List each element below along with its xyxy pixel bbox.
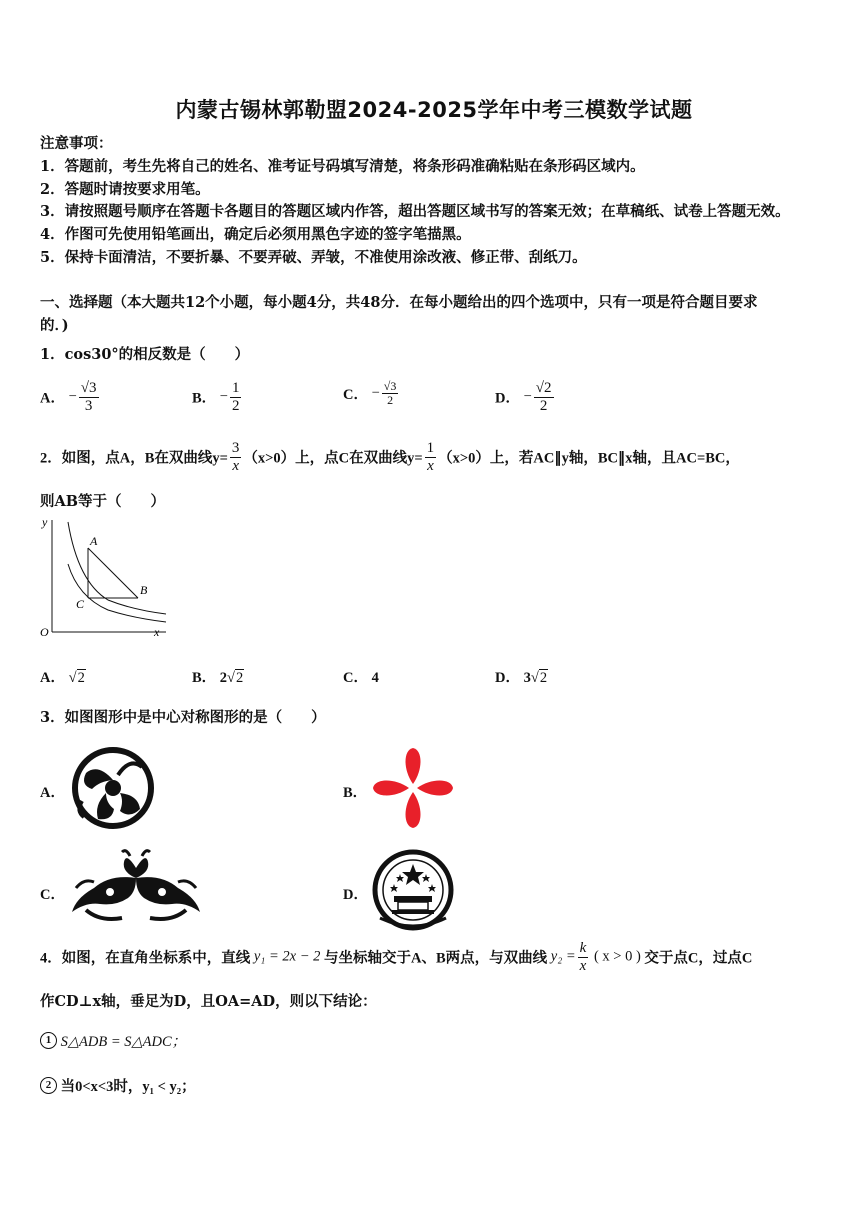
q1-option-b: B． − $\frac{1}{2}$ — [192, 380, 240, 414]
q1-b-num: 1 — [231, 380, 240, 396]
q4-frac-num: k — [579, 940, 587, 956]
q4-conclusion-2-text: 当0<x<3时，y₁ < y₂； — [60, 1079, 196, 1095]
q1-b-den: 2 — [231, 397, 240, 414]
notice-item-5: 5．保持卡面清洁，不要折暴、不要弄破、弄皱，不准使用涂改液、修正带、刮纸刀。 — [40, 249, 587, 266]
q1-option-c: C． − $\frac{√3}{2}$ — [343, 379, 397, 408]
q2-a-value: 2 — [77, 670, 85, 686]
q4-text-part1: 4．如图，在直角坐标系中，直线 — [40, 950, 251, 967]
q4-text-part2: 与坐标轴交于A、B两点，与双曲线 — [323, 950, 548, 967]
q2-d-coef: 3 — [523, 670, 531, 686]
notice-item-2: 2．答题时请按要求用笔。 — [40, 181, 210, 198]
q3-c-label: C． — [40, 887, 65, 903]
q2-option-d: D． 3√2 — [495, 670, 548, 686]
q2-text-part1: 2．如图，点A，B在双曲线y= — [40, 450, 228, 467]
q1-c-num: √3 — [383, 379, 397, 393]
notice-item-4: 4．作图可先使用铅笔画出，确定后必须用黑色字迹的签字笔描黑。 — [40, 226, 471, 243]
q3-d-label: D． — [343, 887, 368, 903]
q4-text-part3: 交于点C，过点C — [644, 950, 753, 967]
y-axis-label: y — [42, 515, 48, 529]
q1-a-den: 3 — [84, 397, 93, 414]
q3-option-c-birds — [66, 848, 206, 928]
section-heading-line1: 一、选择题（本大题共12个小题，每小题4分，共48分．在每小题给出的四个选项中，只有一项是符合题目要求 — [40, 294, 758, 311]
q4-conclusion-1-text: S△ADB = S△ADC； — [60, 1034, 187, 1050]
q2-b-label: B． — [192, 670, 217, 686]
q1-b-label: B． — [192, 390, 217, 407]
q2-option-a: A． √2 — [40, 670, 85, 686]
q2-c-value: 4 — [371, 670, 379, 686]
q1-d-den: 2 — [539, 397, 548, 414]
q3-option-b-flower — [368, 745, 458, 831]
q2-d-label: D． — [495, 670, 520, 686]
q2-b-coef: 2 — [219, 670, 228, 686]
point-b-label: B — [140, 583, 148, 597]
q2-frac1-num: 3 — [231, 440, 240, 456]
q4-equation-line: y₁ = 2x − 2 — [253, 948, 321, 965]
q2-stem-line1 — [40, 440, 740, 474]
q3-option-d-national-emblem — [370, 848, 456, 932]
q3-b-label: B． — [343, 785, 368, 801]
curve-y1x — [68, 564, 166, 622]
q4-conclusion-1 — [40, 1030, 186, 1051]
notice-item-1: 1．答题前，考生先将自己的姓名、准考证号码填写清楚，将条形码准确粘贴在条形码区域内。 — [40, 158, 645, 175]
page-title: 内蒙古锡林郭勒盟2024-2025学年中考三模数学试题 — [175, 98, 693, 122]
q3-option-a-emblem — [68, 745, 158, 831]
q4-conclusion-2 — [40, 1075, 196, 1096]
q2-a-label: A． — [40, 670, 65, 686]
origin-label: O — [40, 625, 49, 639]
q1-c-den: 2 — [387, 393, 394, 408]
q2-text-part3: （x>0）上，若AC∥y轴，BC∥x轴，且AC=BC， — [438, 450, 740, 467]
q4-stem-line2: 作CD⊥x轴，垂足为D，且OA=AD，则以下结论： — [40, 993, 377, 1010]
q2-text-part2: （x>0）上，点C在双曲线y= — [243, 450, 423, 467]
q1-stem: 1．cos30°的相反数是（ ） — [40, 346, 250, 363]
q2-stem-line2: 则AB等于（ ） — [40, 493, 166, 510]
q1-d-label: D． — [495, 390, 520, 407]
q1-c-label: C． — [343, 387, 368, 404]
q4-equation-curve-left: y₂ = — [550, 948, 576, 965]
notice-heading: 注意事项： — [40, 135, 113, 152]
point-c-label: C — [76, 597, 85, 611]
q2-option-b: B． 2√2 — [192, 670, 244, 686]
q1-option-d: D． − $\frac{√2}{2}$ — [495, 380, 552, 414]
q1-d-num: √2 — [535, 380, 552, 396]
q4-frac-den: x — [579, 957, 587, 974]
q2-frac1-den: x — [232, 457, 239, 474]
q4-condition: ( x > 0 ) — [593, 948, 641, 965]
notice-item-3: 3．请按照题号顺序在答题卡各题目的答题区域内作答，超出答题区域书写的答案无效；在草稿纸、试卷上答题无效。 — [40, 203, 790, 220]
q2-c-label: C． — [343, 670, 368, 686]
x-axis-label: x — [154, 625, 160, 639]
q1-a-num: √3 — [80, 380, 97, 396]
q3-a-label: A． — [40, 785, 65, 801]
q2-hyperbola-figure — [38, 512, 173, 642]
q1-a-label: A． — [40, 390, 65, 407]
q2-frac2-den: x — [427, 457, 434, 474]
q4-stem-line1 — [40, 940, 752, 974]
q2-d-value: 2 — [539, 670, 548, 686]
section-heading-line2: 的．) — [40, 317, 69, 334]
q4-conclusion-2-mark: 2 — [40, 1077, 57, 1094]
q1-option-a: A． − $\frac{√3}{3}$ — [40, 380, 97, 414]
segment-ab — [88, 548, 138, 598]
q2-frac2-num: 1 — [426, 440, 435, 456]
q3-stem: 3．如图图形中是中心对称图形的是（ ） — [40, 709, 326, 726]
q4-conclusion-1-mark: 1 — [40, 1032, 57, 1049]
point-a-label: A — [90, 534, 98, 548]
q2-option-c — [343, 666, 379, 687]
q2-b-value: 2 — [236, 670, 244, 686]
